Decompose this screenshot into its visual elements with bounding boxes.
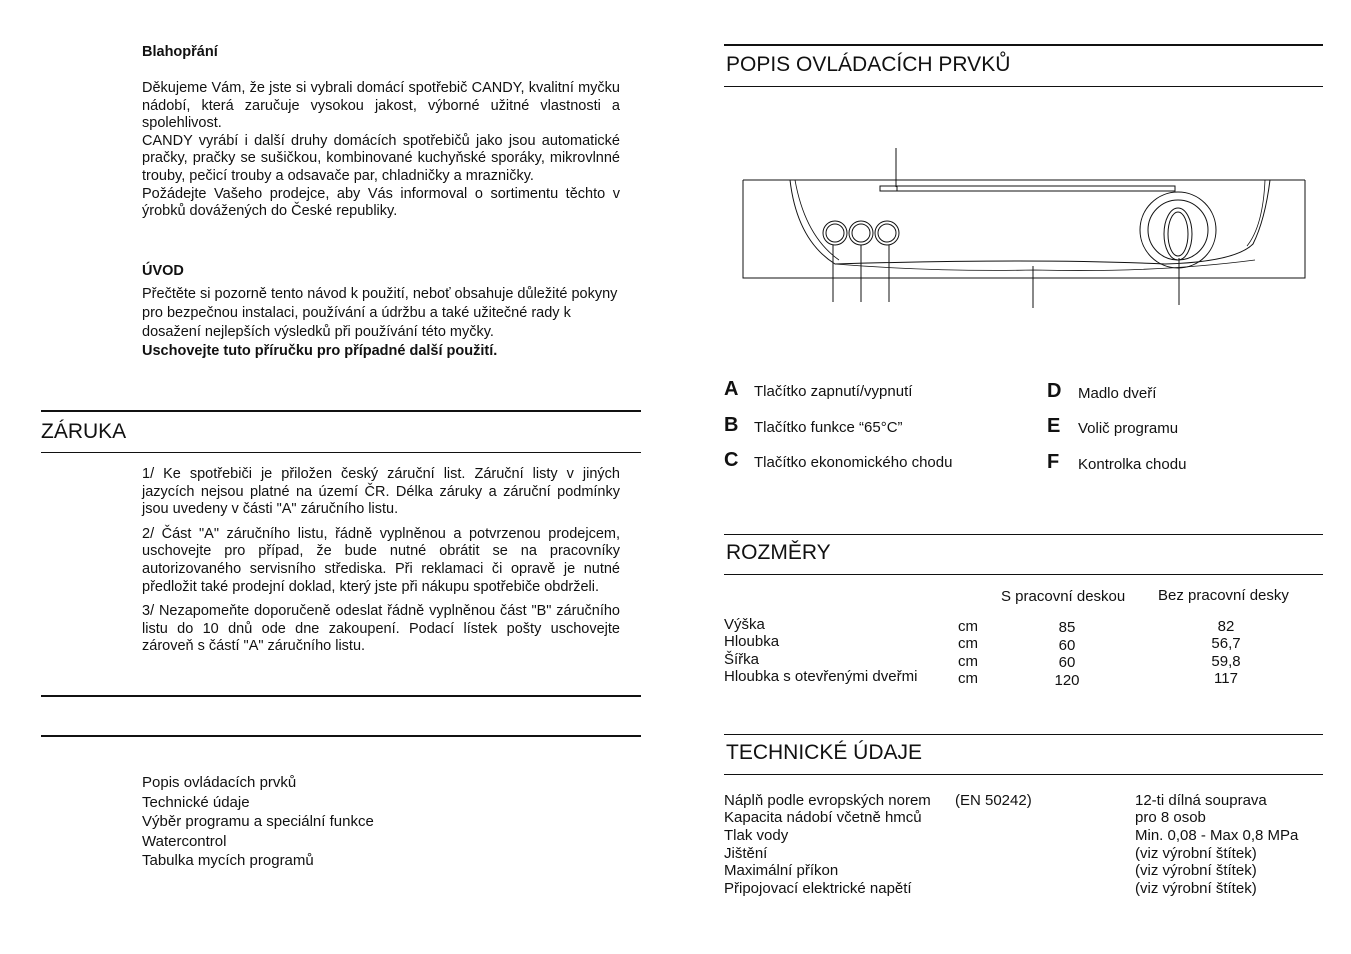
warranty-list (142, 466, 620, 663)
divider (724, 774, 1323, 775)
technical-value: 12-ti dílná souprava (1135, 792, 1267, 809)
contents-item: Výběr programu a speciální funkce (142, 813, 374, 830)
contents-item: Watercontrol (142, 832, 227, 850)
dimensions-unit: cm (958, 670, 978, 687)
dimensions-unit: cm (958, 653, 978, 670)
thanks-text (142, 80, 620, 221)
technical-label: Kapacita nádobí včetně hmců (724, 809, 922, 826)
thanks-title: Blahopřání (142, 44, 218, 60)
technical-heading: TECHNICKÉ ÚDAJE (726, 741, 923, 764)
control-label-b: Tlačítko funkce “65°C” (754, 419, 903, 436)
control-label-f: Kontrolka chodu (1078, 456, 1187, 473)
thanks-paragraph: CANDY vyrábí i další druhy domácích spotřebičů jako jsou automatické pračky, pračky se sušičkou, kombinované kuchyňské sporáky, mikrovlnné trouby, pečicí trouby a odsavače par, chladničky a mrazničky. (142, 132, 620, 184)
control-letter-c: C (724, 449, 739, 471)
technical-value: (viz výrobní štítek) (1135, 845, 1257, 862)
divider (724, 574, 1323, 575)
contents-list (142, 773, 374, 871)
dimensions-unit: cm (958, 635, 978, 652)
control-label-c: Tlačítko ekonomického chodu (754, 454, 953, 471)
intro-title: ÚVOD (142, 263, 184, 279)
intro-text (142, 285, 620, 361)
dimensions-without-value: 117 (1214, 670, 1238, 687)
contents-item: Technické údaje (142, 793, 250, 811)
divider (41, 452, 641, 453)
technical-value: (viz výrobní štítek) (1135, 862, 1257, 879)
contents-item: Popis ovládacích prvků (142, 774, 297, 791)
control-label-a: Tlačítko zapnutí/vypnutí (754, 383, 913, 400)
technical-value: pro 8 osob (1135, 809, 1206, 826)
divider (41, 410, 641, 412)
control-panel-diagram (735, 140, 1315, 315)
dimensions-with-value: 85 (1058, 619, 1076, 636)
dimensions-row-label: Hloubka (724, 633, 780, 650)
warranty-heading: ZÁRUKA (41, 420, 127, 443)
dimensions-heading: ROZMĚRY (726, 541, 831, 564)
dimensions-with-value: 120 (1054, 672, 1080, 689)
warranty-item: 1/ Ke spotřebiči je přiložen český záruční list. Záruční listy v jiných jazycích nejsou platné na území ČR. Délka záruky a záruční podmínky jsou uvedeny v části "A" záručního listu. (142, 466, 620, 518)
technical-standard: (EN 50242) (955, 792, 1032, 809)
technical-label: Připojovací elektrické napětí (724, 880, 912, 897)
control-letter-d: D (1047, 380, 1062, 402)
control-letter-b: B (724, 414, 739, 436)
divider (41, 695, 641, 697)
dimensions-with-value: 60 (1058, 637, 1076, 654)
dimensions-with-value: 60 (1058, 654, 1076, 671)
contents-item: Tabulka mycích programů (142, 852, 314, 869)
divider (724, 734, 1323, 735)
control-letter-e: E (1047, 415, 1061, 437)
divider (41, 735, 641, 737)
dimensions-without-value: 82 (1217, 618, 1235, 635)
dimensions-without-value: 59,8 (1211, 653, 1241, 670)
technical-label: Jištění (724, 845, 768, 862)
dimensions-col-with: S pracovní deskou (1001, 588, 1126, 605)
control-label-e: Volič programu (1078, 420, 1179, 437)
thanks-paragraph: Děkujeme Vám, že jste si vybrali domácí spotřebič CANDY, kvalitní myčku nádobí, která zaručuje vysokou jakost, výborné užitné vlastnosti a spolehlivost. (142, 80, 620, 132)
dimensions-without-value: 56,7 (1211, 635, 1241, 652)
divider (724, 534, 1323, 535)
technical-value: Min. 0,08 - Max 0,8 MPa (1135, 827, 1299, 844)
controls-heading: POPIS OVLÁDACÍCH PRVKŮ (726, 53, 1011, 76)
warranty-item: 3/ Nezapomeňte doporučeně odeslat řádně vyplněnou část "B" záručního listu do 10 dnů ode dne zakoupení. Podací lístek pošty uschovejte zároveň s částí "A" záručního listu. (142, 603, 620, 655)
dimensions-unit: cm (958, 618, 978, 635)
control-letter-f: F (1047, 451, 1060, 473)
warranty-item: 2/ Část "A" záručního listu, řádně vyplněnou a potvrzenou prodejcem, uschovejte pro případ, že bude nutné obrátit se na pracovníky autorizovaného servisního střediska. Při reklamaci či opravě je nutné předložit také prodejní doklad, který jste při nákupu spotřebiče obdrželi. (142, 525, 620, 595)
dimensions-row-label: Výška (724, 616, 765, 633)
technical-value: (viz výrobní štítek) (1135, 880, 1257, 897)
divider (724, 44, 1323, 46)
dimensions-row-label: Šířka (724, 651, 760, 668)
intro-paragraph: Přečtěte si pozorně tento návod k použití, neboť obsahuje důležité pokyny pro bezpečnou instalaci, používání a údržbu a také užitečné rady k dosažení nejlepších výsledků při používání této myčky. (142, 286, 618, 340)
technical-label: Náplň podle evropských norem (724, 792, 931, 809)
thanks-paragraph: Požádejte Vašeho prodejce, aby Vás informoval o sortimentu těchto v ýrobků dovážených do České republiky. (142, 185, 620, 220)
divider (724, 86, 1323, 87)
technical-label: Tlak vody (724, 827, 789, 844)
control-letter-a: A (724, 378, 739, 400)
intro-bold: Uschovejte tuto příručku pro případné další použití. (142, 343, 498, 359)
dimensions-col-without: Bez pracovní desky (1158, 587, 1289, 604)
dimensions-row-label: Hloubka s otevřenými dveřmi (724, 668, 918, 685)
technical-label: Maximální příkon (724, 862, 839, 879)
control-label-d: Madlo dveří (1078, 385, 1157, 402)
